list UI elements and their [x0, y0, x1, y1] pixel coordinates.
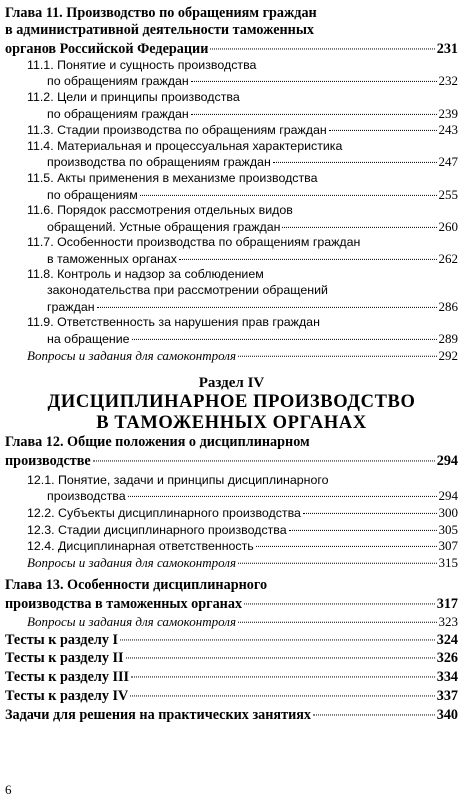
- dot-leader: [140, 183, 437, 195]
- chapter-title-line: Глава 13. Особенности дисциплинарного: [5, 577, 268, 594]
- dot-leader: [210, 35, 434, 49]
- dot-leader: [238, 610, 437, 623]
- page-ref: 326: [436, 650, 458, 667]
- chapter-title-line: Глава 12. Общие положения о дисциплинарном: [5, 433, 310, 450]
- chapter-title-line: органов Российской Федерации: [5, 40, 209, 57]
- questions-title: Вопросы и задания для самоконтроля: [27, 347, 236, 363]
- section-title-line: законодательства при рассмотрении обращений: [47, 282, 328, 297]
- chapter-11-entry: [5, 5, 458, 58]
- section-12-1: [27, 473, 458, 505]
- section-title-line: 11.9. Ответственность за нарушения прав граждан: [27, 315, 320, 330]
- page-ref: 317: [436, 596, 458, 613]
- section-title-line: 11.6. Порядок рассмотрения отдельных видов: [27, 203, 293, 218]
- section-11-5: [27, 171, 458, 203]
- section-11-6: [27, 203, 458, 235]
- section-title-line: 12.4. Дисциплинарная ответственность: [27, 539, 254, 554]
- questions-chapter-12: [27, 555, 458, 572]
- tests-title: Тесты к разделу II: [5, 650, 124, 667]
- dot-leader: [238, 344, 437, 357]
- dot-leader: [238, 552, 437, 565]
- chapter-title-line: Глава 11. Производство по обращениям граждан: [5, 5, 317, 21]
- dot-leader: [132, 327, 437, 339]
- page-number: 6: [5, 782, 12, 797]
- dot-leader: [179, 248, 437, 260]
- page-ref: 247: [438, 154, 458, 170]
- page-ref: 315: [438, 555, 458, 571]
- dot-leader: [256, 535, 437, 547]
- dot-leader: [120, 626, 435, 640]
- page-ref: 231: [436, 40, 458, 57]
- section-11-2: [27, 90, 458, 122]
- page-ref: 289: [438, 330, 458, 346]
- dot-leader: [303, 502, 437, 514]
- practical-tasks-entry: [5, 705, 458, 724]
- part-title-line: ДИСЦИПЛИНАРНОЕ ПРОИЗВОДСТВО: [47, 391, 416, 412]
- dot-leader: [128, 485, 437, 497]
- page-ref: 305: [438, 521, 458, 537]
- page-ref: 340: [436, 706, 458, 723]
- section-11-9: [27, 315, 458, 347]
- chapter-title-line: в административной деятельности таможенных: [5, 22, 315, 38]
- page-ref: 307: [438, 538, 458, 554]
- page-ref: 255: [438, 186, 458, 202]
- questions-title: Вопросы и задания для самоконтроля: [27, 555, 236, 571]
- chapter-title-line: производстве: [5, 452, 91, 469]
- page-ref: 323: [438, 613, 458, 629]
- dot-leader: [191, 70, 437, 82]
- section-title-line: на обращение: [47, 331, 130, 346]
- page-ref: 260: [438, 218, 458, 234]
- section-11-4: [27, 139, 458, 171]
- dot-leader: [97, 295, 437, 307]
- section-title-line: 11.1. Понятие и сущность производства: [27, 57, 257, 72]
- dot-leader: [244, 591, 435, 605]
- tests-title: Тесты к разделу I: [5, 631, 119, 648]
- tests-title: Тесты к разделу IV: [5, 687, 129, 704]
- section-title-line: обращений. Устные обращения граждан: [47, 219, 281, 234]
- section-title-line: 11.2. Цели и принципы производства: [27, 89, 240, 104]
- chapter-title-line: производства в таможенных органах: [5, 596, 243, 613]
- section-title-line: 12.3. Стадии дисциплинарного производства: [27, 522, 287, 537]
- section-title-line: 12.2. Субъекты дисциплинарного производства: [27, 505, 301, 520]
- tasks-title: Задачи для решения на практических занятиях: [5, 706, 312, 723]
- dot-leader: [313, 701, 435, 715]
- page-ref: 262: [438, 250, 458, 266]
- section-title-line: 11.7. Особенности производства по обращениям граждан: [27, 235, 361, 250]
- page-ref: 232: [438, 73, 458, 89]
- page-ref: 300: [438, 504, 458, 520]
- section-11-8: [27, 267, 458, 315]
- table-of-contents: [5, 5, 458, 724]
- section-title-line: граждан: [47, 299, 95, 314]
- dot-leader: [329, 119, 437, 131]
- questions-chapter-11: [27, 347, 458, 364]
- page-ref: 294: [438, 488, 458, 504]
- section-title-line: 11.3. Стадии производства по обращениям граждан: [27, 123, 327, 138]
- page-ref: 294: [436, 452, 458, 469]
- section-title-line: 11.5. Акты применения в механизме производства: [27, 170, 318, 185]
- section-title-line: 12.1. Понятие, задачи и принципы дисциплинарного: [27, 472, 329, 487]
- section-title-line: по обращениям: [47, 187, 138, 202]
- section-title-line: 11.8. Контроль и надзор за соблюдением: [27, 267, 264, 282]
- dot-leader: [289, 518, 437, 530]
- section-title-line: производства по обращениям граждан: [47, 155, 271, 170]
- section-title-line: по обращениям граждан: [47, 106, 189, 121]
- page-ref: 337: [436, 687, 458, 704]
- dot-leader: [130, 683, 434, 697]
- part-title-line: В ТАМОЖЕННЫХ ОРГАНАХ: [96, 412, 367, 433]
- tests-title: Тесты к разделу III: [5, 669, 130, 686]
- section-title-line: по обращениям граждан: [47, 74, 189, 89]
- page-ref: 292: [438, 347, 458, 363]
- section-title-line: производства: [47, 489, 126, 504]
- part-4-heading: [5, 374, 458, 434]
- section-11-1: [27, 58, 458, 90]
- section-title-line: 11.4. Материальная и процессуальная характеристика: [27, 138, 343, 153]
- part-number: Раздел IV: [198, 374, 265, 391]
- dot-leader: [93, 447, 435, 461]
- dot-leader: [126, 645, 435, 659]
- section-11-7: [27, 235, 458, 267]
- page-ref: 334: [436, 669, 458, 686]
- dot-leader: [131, 664, 435, 678]
- page-ref: 239: [438, 105, 458, 121]
- page-ref: 324: [436, 631, 458, 648]
- chapter-13-entry: [5, 577, 458, 613]
- page-ref: 286: [438, 298, 458, 314]
- section-11-3: [27, 122, 458, 139]
- dot-leader: [191, 102, 437, 114]
- dot-leader: [282, 215, 436, 227]
- page-ref: 243: [438, 122, 458, 138]
- questions-title: Вопросы и задания для самоконтроля: [27, 613, 236, 629]
- chapter-12-entry: [5, 434, 458, 470]
- section-title-line: в таможенных органах: [47, 251, 177, 266]
- dot-leader: [273, 151, 437, 163]
